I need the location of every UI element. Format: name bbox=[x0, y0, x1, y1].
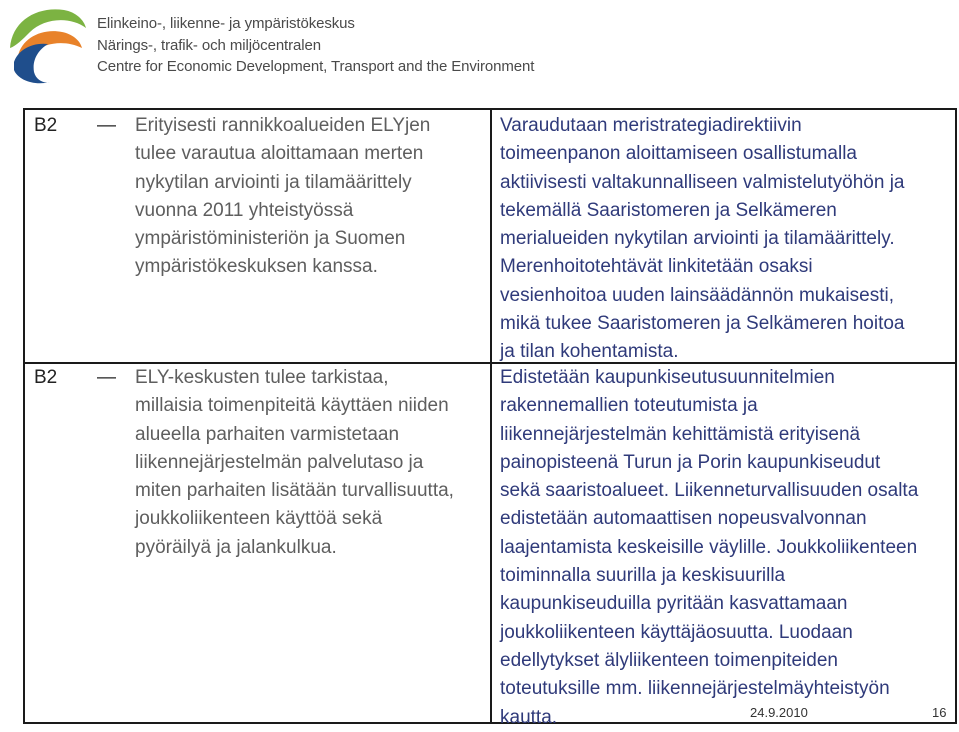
row-2-action-line: edistetään automaattisen nopeusvalvonnan bbox=[500, 508, 867, 530]
org-name-en: Centre for Economic Development, Transport and the Environment bbox=[97, 58, 535, 75]
row-2-goal-line: miten parhaiten lisätään turvallisuutta, bbox=[135, 480, 454, 502]
row-2-action-line: rakennemallien toteutumista ja bbox=[500, 395, 758, 417]
org-name-sv: Närings-, trafik- och miljöcentralen bbox=[97, 37, 321, 54]
logo-blue-swoosh bbox=[14, 44, 50, 84]
row-1-code: B2 bbox=[34, 115, 58, 136]
row-2-action-line: toiminnalla suurilla ja keskisuurilla bbox=[500, 565, 786, 587]
row-2-goal-line: millaisia toimenpiteitä käyttäen niiden bbox=[135, 395, 449, 417]
row-1-goal-line: ympäristökeskuksen kanssa. bbox=[135, 256, 378, 278]
row-2-goal-line: pyöräilyä ja jalankulkua. bbox=[135, 536, 337, 558]
row-2-goal-line: liikennejärjestelmän palvelutaso ja bbox=[135, 451, 424, 473]
row-1-action bbox=[500, 112, 904, 367]
row-2-action-line: joukkoliikenteen käyttäjäosuutta. Luodaan bbox=[500, 621, 853, 643]
row-2-action-line: edellytykset älyliikenteen toimenpiteiden bbox=[500, 649, 838, 671]
row-2-action-line: laajentamista keskeisille väylille. Joukkoliikenteen bbox=[500, 536, 918, 558]
row-1-goal-line: Erityisesti rannikkoalueiden ELYjen bbox=[135, 115, 431, 136]
row-1-action-line: aktiivisesti valtakunnalliseen valmistelutyöhön ja bbox=[500, 171, 905, 193]
row-2-goal-line: alueella parhaiten varmistetaan bbox=[135, 423, 400, 445]
row-1-action-line: Varaudutaan meristrategiadirektiivin bbox=[500, 115, 802, 136]
row-2-goal bbox=[135, 364, 454, 562]
objectives-table bbox=[23, 108, 957, 728]
footer-date: 24.9.2010 bbox=[750, 705, 808, 720]
row-1-action-line: ja tilan kohentamista. bbox=[500, 341, 679, 363]
org-name-fi: Elinkeino-, liikenne- ja ympäristökeskus bbox=[97, 15, 355, 32]
page-number: 16 bbox=[932, 705, 947, 720]
row-1-action-line: merialueiden nykytilan arviointi ja tilamäärittely. bbox=[500, 228, 895, 250]
row-2-code: B2 bbox=[34, 367, 58, 388]
row-1-action-line: mikä tukee Saaristomeren ja Selkämeren hoitoa bbox=[500, 313, 905, 335]
row-1-action-line: vesienhoitoa uuden lainsäädännön mukaisesti, bbox=[500, 284, 894, 306]
header bbox=[0, 0, 959, 100]
row-1-dash: — bbox=[97, 115, 116, 136]
row-2-action-line: toteutuksille mm. liikennejärjestelmäyhteistyön bbox=[500, 678, 890, 700]
row-2-action-line: liikennejärjestelmän kehittämistä erityisenä bbox=[500, 423, 861, 445]
row-2-action-line: kautta. bbox=[500, 706, 558, 728]
row-1-goal bbox=[135, 112, 430, 282]
row-1-action-line: tekemällä Saaristomeren ja Selkämeren bbox=[500, 199, 837, 221]
row-2-action-line: painopisteenä Turun ja Porin kaupunkiseudut bbox=[500, 451, 881, 473]
row-1-action-line: toimeenpanon aloittamiseen osallistumalla bbox=[500, 143, 857, 165]
row-2-action bbox=[500, 364, 918, 732]
column-divider bbox=[490, 110, 492, 722]
row-1-action-line: Merenhoitotehtävät linkitetään osaksi bbox=[500, 256, 813, 278]
row-1-goal-line: ympäristöministeriön ja Suomen bbox=[135, 228, 406, 250]
row-2-action-line: sekä saaristoalueet. Liikenneturvallisuuden osalta bbox=[500, 480, 919, 502]
row-2-action-line: Edistetään kaupunkiseutusuunnitelmien bbox=[500, 367, 835, 388]
row-2-dash: — bbox=[97, 367, 116, 388]
row-2-action-line: kaupunkiseuduilla pyritään kasvattamaan bbox=[500, 593, 848, 615]
row-1-goal-line: tulee varautua aloittamaan merten bbox=[135, 143, 424, 165]
row-1-goal-line: vuonna 2011 yhteistyössä bbox=[135, 199, 354, 221]
row-2-goal-line: joukkoliikenteen käyttöä sekä bbox=[135, 508, 383, 530]
ely-logo bbox=[4, 2, 86, 84]
row-1-goal-line: nykytilan arviointi ja tilamäärittely bbox=[135, 171, 412, 193]
row-2-goal-line: ELY-keskusten tulee tarkistaa, bbox=[135, 367, 389, 388]
